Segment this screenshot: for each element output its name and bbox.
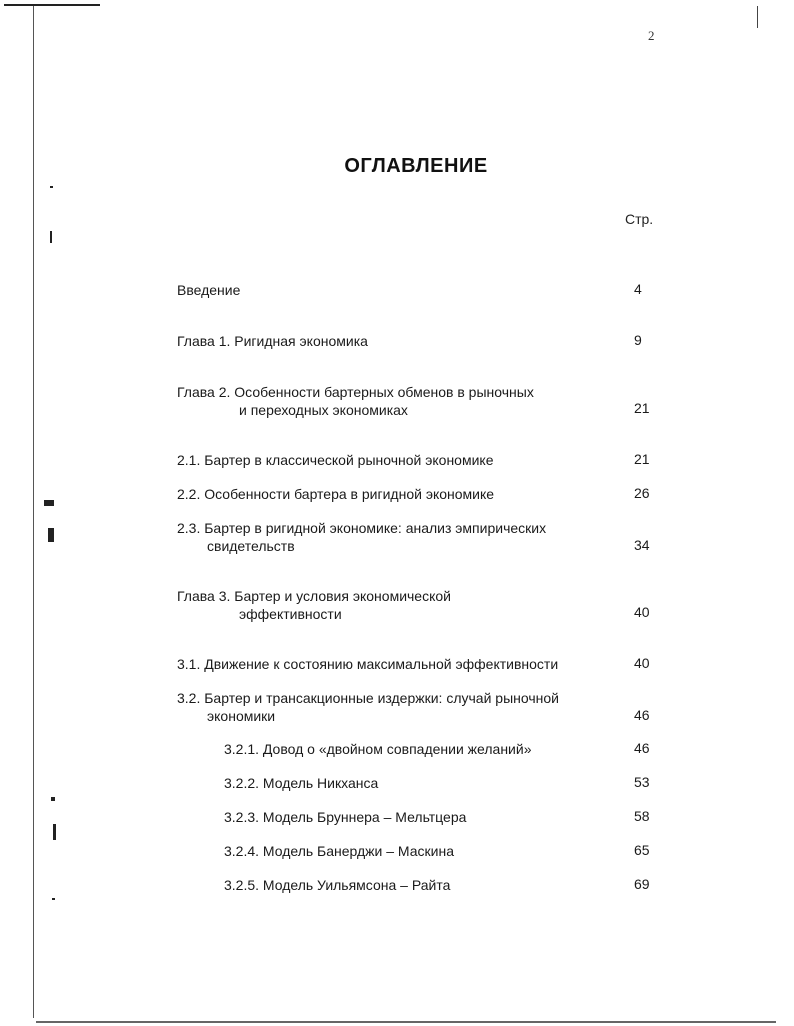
toc-entry-title: 3.2. Бартер и трансакционные издержки: случай рыночной xyxy=(177,690,559,706)
toc-entry-title-continued: экономики xyxy=(207,708,276,724)
toc-entry xyxy=(177,451,493,469)
toc-entry-page: 40 xyxy=(634,655,650,671)
toc-entry-page: 46 xyxy=(634,740,650,756)
toc-entry xyxy=(224,808,466,826)
toc-entry xyxy=(224,740,531,758)
scan-speck xyxy=(48,528,54,542)
toc-entry-page: 26 xyxy=(634,485,650,501)
scan-speck xyxy=(53,824,56,840)
toc-entry xyxy=(224,876,450,894)
toc-entry-title: 3.2.2. Модель Никханса xyxy=(224,775,379,791)
toc-entry xyxy=(177,519,546,555)
scan-speck xyxy=(44,500,54,506)
toc-entry-page: 40 xyxy=(634,604,650,620)
toc-entry-page: 9 xyxy=(634,332,642,348)
toc-entry-page: 4 xyxy=(634,281,642,297)
page-number: 2 xyxy=(648,28,655,43)
toc-entry xyxy=(177,383,534,419)
scan-speck xyxy=(52,898,55,900)
toc-entry-title: 3.2.4. Модель Банерджи – Маскина xyxy=(224,843,455,859)
toc-entry-title: 2.2. Особенности бартера в ригидной экономике xyxy=(177,486,495,502)
toc-entry xyxy=(177,655,558,673)
page-title: ОГЛАВЛЕНИЕ xyxy=(344,155,488,177)
toc-entry xyxy=(224,774,378,792)
toc-entry xyxy=(177,281,240,299)
toc-entry-page: 65 xyxy=(634,842,650,858)
toc-entry-title: Глава 3. Бартер и условия экономической xyxy=(177,588,451,604)
scan-edge-top xyxy=(4,4,100,6)
toc-entry-title: Глава 2. Особенности бартерных обменов в рыночных xyxy=(177,384,534,400)
toc-entry-page: 69 xyxy=(634,876,650,892)
toc-entry-page: 21 xyxy=(634,451,650,467)
toc-entry-title-continued: эффективности xyxy=(239,606,342,622)
toc-entry-title: Глава 1. Ригидная экономика xyxy=(177,333,368,349)
toc-entry-page: 58 xyxy=(634,808,650,824)
toc-entry-title: 3.2.5. Модель Уильямсона – Райта xyxy=(224,877,451,893)
scan-speck xyxy=(51,797,55,801)
scan-speck xyxy=(50,186,53,188)
toc-entry-title: 3.2.1. Довод о «двойном совпадении желаний» xyxy=(224,741,532,757)
toc-entry-title-continued: свидетельств xyxy=(207,538,295,554)
toc-entry-page: 46 xyxy=(634,707,650,723)
toc-entry xyxy=(177,485,494,503)
toc-entry-title: 2.3. Бартер в ригидной экономике: анализ эмпирических xyxy=(177,520,547,536)
toc-entry-title: 3.1. Движение к состоянию максимальной эффективности xyxy=(177,656,559,672)
toc-entry xyxy=(177,587,451,623)
toc-entry-page: 34 xyxy=(634,537,650,553)
toc-entry-title: Введение xyxy=(177,282,241,298)
toc-entry-title: 3.2.3. Модель Бруннера – Мельтцера xyxy=(224,809,467,825)
scan-edge-bottom xyxy=(36,1021,776,1023)
scan-edge-right xyxy=(757,6,758,28)
toc-entry-page: 53 xyxy=(634,774,650,790)
toc-entry xyxy=(177,332,368,350)
toc-entry xyxy=(177,689,559,725)
toc-entry xyxy=(224,842,454,860)
page-column-label: Стр. xyxy=(625,211,654,227)
scan-speck xyxy=(50,231,52,243)
toc-entry-title-continued: и переходных экономиках xyxy=(239,402,408,418)
toc-entry-page: 21 xyxy=(634,400,650,416)
toc-entry-title: 2.1. Бартер в классической рыночной экономике xyxy=(177,452,494,468)
